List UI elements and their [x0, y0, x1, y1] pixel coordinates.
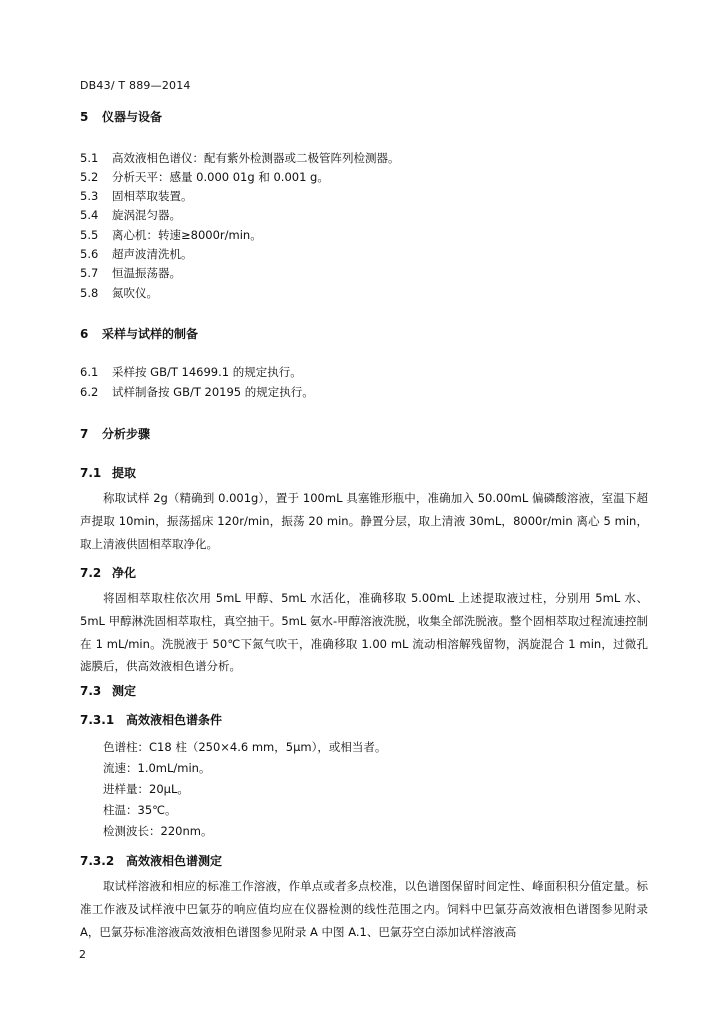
- subsection-number: 7.3.2: [80, 854, 115, 868]
- item-text: 超声波清洗机。: [112, 247, 193, 261]
- document-code: DB43/ T 889—2014: [80, 79, 191, 92]
- list-item: [80, 227, 262, 243]
- section-7-heading: [80, 425, 150, 442]
- list-item: [80, 384, 314, 400]
- list-item: [80, 285, 158, 301]
- section-title: 分析步骤: [102, 427, 151, 441]
- subsection-number: 7.3: [80, 684, 102, 698]
- subsection-number: 7.2: [80, 566, 102, 580]
- list-item: [80, 188, 193, 204]
- hplc-condition-line: 柱温：35℃。: [103, 803, 177, 817]
- item-number: 6.1: [80, 365, 99, 379]
- subsection-title: 高效液相色谱测定: [126, 854, 223, 868]
- subsection-number: 7.1: [80, 466, 102, 480]
- paragraph-hplc-determination: 取试样溶液和相应的标准工作溶液，作单点或者多点校准，以色谱图保留时间定性、峰面积积分值定量。标准工作液及试样液中巴氯芬的响应值均应在仪器检测的线性范围之内。饲料中巴氯芬高效液相色谱图参见附录 A，巴氯芬标准溶液高效液相色谱图参见附录 A 中图 A.1、巴氯芬空白添加试样溶液高: [80, 879, 648, 939]
- section-title: 仪器与设备: [102, 110, 163, 124]
- section-5-heading: [80, 108, 162, 125]
- paragraph-purification: 将固相萃取柱依次用 5mL 甲醇、5mL 水活化，准确移取 5.00mL 上述提取液过柱，分别用 5mL 水、5mL 甲醇淋洗固相萃取柱，真空抽干。5mL 氨水-甲醇溶液洗脱，收集全部洗脱液。整个固相萃取过程流速控制在 1 mL/min。洗脱液于 50℃下氮气吹干，准确移取 1.00 mL 流动相溶解残留物，涡旋混合 1 min，过微孔滤膜后，供高效液相色谱分析。: [80, 591, 648, 674]
- item-number: 5.8: [80, 286, 99, 300]
- subsection-7-3-1-heading: [80, 711, 222, 728]
- item-number: 6.2: [80, 385, 99, 399]
- hplc-condition-line: 检测波长：220nm。: [103, 824, 213, 838]
- section-number: 7: [80, 427, 89, 441]
- subsection-number: 7.3.1: [80, 713, 115, 727]
- item-text: 试样制备按 GB/T 20195 的规定执行。: [112, 385, 314, 399]
- item-text: 分析天平：感量 0.000 01g 和 0.001 g。: [112, 170, 329, 184]
- page-number: 2: [79, 948, 86, 961]
- list-item: [80, 364, 302, 380]
- item-number: 5.5: [80, 228, 99, 242]
- item-number: 5.7: [80, 266, 99, 280]
- list-item: [80, 246, 193, 262]
- subsection-title: 净化: [112, 566, 137, 580]
- item-text: 氮吹仪。: [112, 286, 158, 300]
- section-number: 5: [80, 110, 89, 124]
- subsection-7-3-heading: [80, 682, 136, 699]
- item-text: 高效液相色谱仪：配有紫外检测器或二极管阵列检测器。: [112, 151, 400, 165]
- subsection-title: 高效液相色谱条件: [126, 713, 223, 727]
- paragraph-extraction: 称取试样 2g（精确到 0.001g），置于 100mL 具塞锥形瓶中，准确加入 50.00mL 偏磷酸溶液，室温下超声提取 10min，振荡摇床 120r/min，振荡 20 min。静置分层，取上清液 30mL，8000r/min 离心 5 min，取上清液供固相萃取净化。: [80, 491, 648, 551]
- item-number: 5.6: [80, 247, 99, 261]
- subsection-7-3-2-heading: [80, 852, 222, 869]
- item-text: 旋涡混匀器。: [112, 208, 181, 222]
- list-item: [80, 207, 181, 223]
- item-number: 5.2: [80, 170, 99, 184]
- item-text: 恒温振荡器。: [112, 266, 181, 280]
- subsection-title: 测定: [112, 684, 137, 698]
- subsection-7-1-heading: [80, 464, 136, 481]
- section-6-heading: [80, 325, 198, 342]
- subsection-7-2-heading: [80, 564, 136, 581]
- subsection-title: 提取: [112, 466, 137, 480]
- list-item: [80, 150, 400, 166]
- item-number: 5.4: [80, 208, 99, 222]
- item-number: 5.3: [80, 189, 99, 203]
- section-title: 采样与试样的制备: [102, 327, 199, 341]
- section-number: 6: [80, 327, 89, 341]
- item-number: 5.1: [80, 151, 99, 165]
- hplc-condition-line: 色谱柱：C18 柱（250×4.6 mm，5μm），或相当者。: [103, 740, 387, 754]
- item-text: 固相萃取装置。: [112, 189, 193, 203]
- item-text: 离心机：转速≥8000r/min。: [112, 228, 262, 242]
- hplc-condition-line: 进样量：20μL。: [103, 782, 189, 796]
- list-item: [80, 169, 329, 185]
- list-item: [80, 265, 181, 281]
- hplc-condition-line: 流速：1.0mL/min。: [103, 761, 211, 775]
- item-text: 采样按 GB/T 14699.1 的规定执行。: [112, 365, 302, 379]
